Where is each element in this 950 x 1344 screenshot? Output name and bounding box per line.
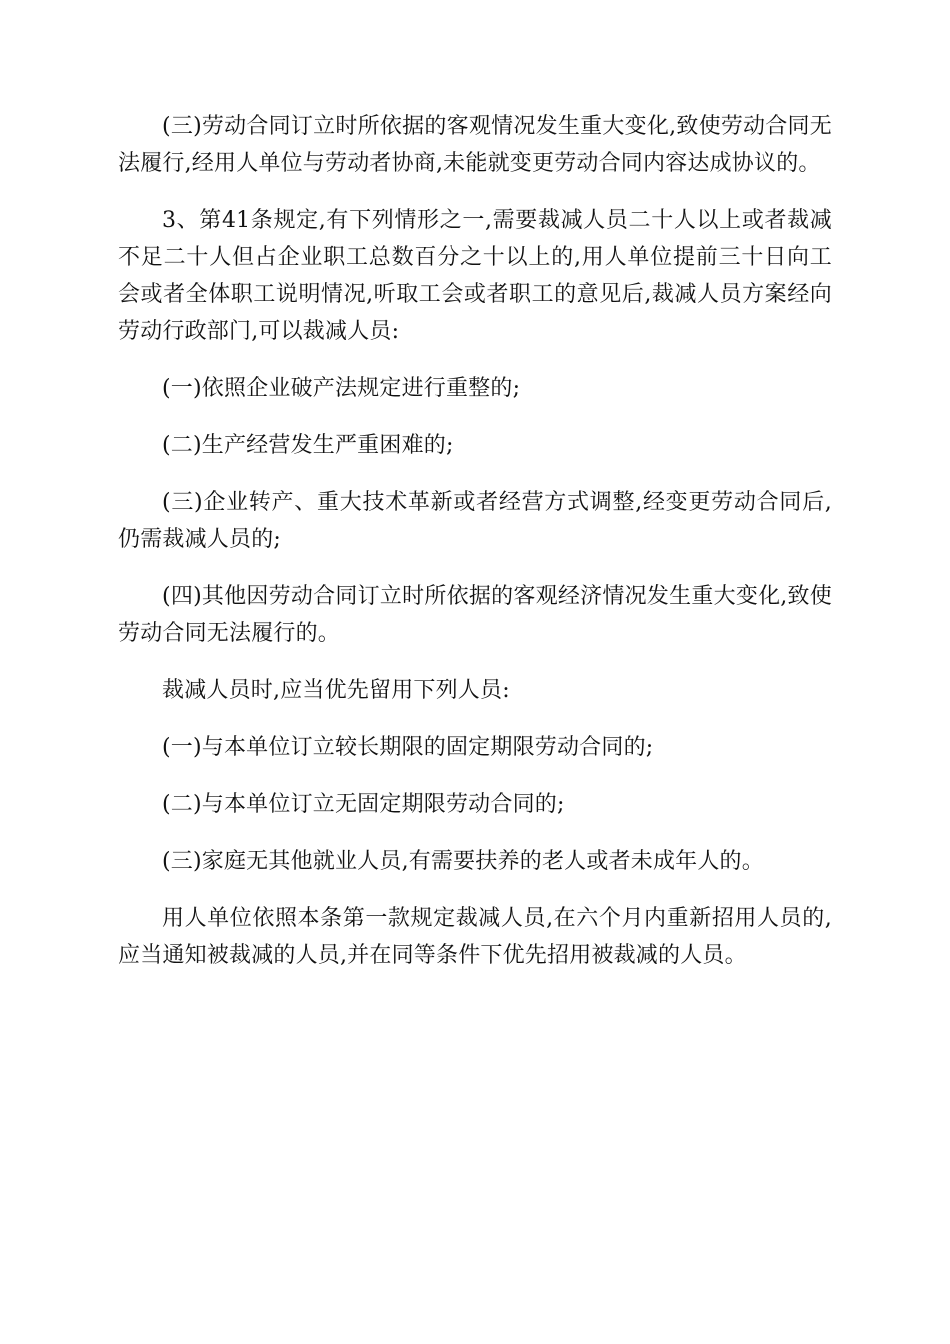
paragraph-9: (二)与本单位订立无固定期限劳动合同的; <box>162 792 565 817</box>
paragraph-10: (三)家庭无其他就业人员,有需要扶养的老人或者未成年人的。 <box>162 849 764 874</box>
paragraph-2: 3、第41条规定,有下列情形之一,需要裁减人员二十人以上或者裁减不足二十人但占企业职工总数百分之十以上的,用人单位提前三十日向工会或者全体职工说明情况,听取工会或者职工的意见后,裁减人员方案经向劳动行政部门,可以裁减人员: <box>118 208 832 344</box>
document-body <box>118 108 832 974</box>
paragraph-6: (四)其他因劳动合同订立时所依据的客观经济情况发生重大变化,致使劳动合同无法履行的。 <box>118 584 832 646</box>
paragraph-1: (三)劳动合同订立时所依据的客观情况发生重大变化,致使劳动合同无法履行,经用人单位与劳动者协商,未能就变更劳动合同内容达成协议的。 <box>118 114 832 176</box>
paragraph-5: (三)企业转产、重大技术革新或者经营方式调整,经变更劳动合同后,仍需裁减人员的; <box>118 490 832 552</box>
paragraph-8: (一)与本单位订立较长期限的固定期限劳动合同的; <box>162 735 654 760</box>
paragraph-7: 裁减人员时,应当优先留用下列人员: <box>162 678 510 703</box>
paragraph-3: (一)依照企业破产法规定进行重整的; <box>162 376 521 401</box>
paragraph-11: 用人单位依照本条第一款规定裁减人员,在六个月内重新招用人员的,应当通知被裁减的人员,并在同等条件下优先招用被裁减的人员。 <box>118 906 832 968</box>
paragraph-4: (二)生产经营发生严重困难的; <box>162 433 454 458</box>
